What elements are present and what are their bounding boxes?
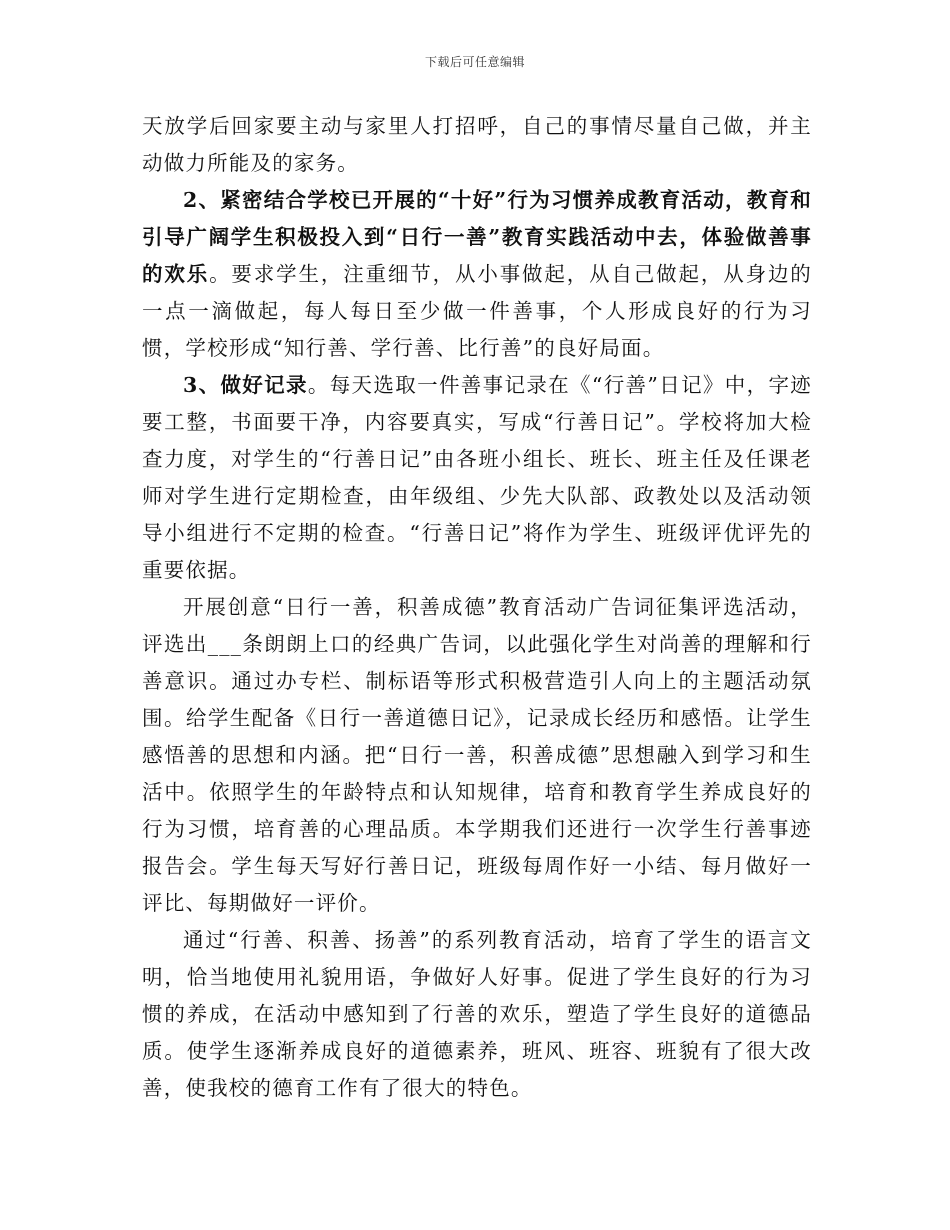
paragraph-3 xyxy=(142,367,812,589)
page-header: 下载后可任意编辑 xyxy=(424,55,525,69)
paragraph-3-text: 。每天选取一件善事记录在《“行善”日记》中，字迹要工整，书面要干净，内容要真实，写成“行善日记”。学校将加大检查力度，对学生的“行善日记”由各班小组长、班长、班主任及任课老师对学生进行定期检查，由年级组、少先大队部、政教处以及活动领导小组进行不定期的检查。“行善日记”将作为学生、班级评优评先的重要依据。 xyxy=(142,373,813,582)
paragraph-1-text: 天放学后回家要主动与家里人打招呼，自己的事情尽量自己做，并主动做力所能及的家务。 xyxy=(142,114,812,175)
paragraph-2 xyxy=(142,182,812,367)
paragraph-2-text: 。要求学生，注重细节，从小事做起，从自己做起，从身边的一点一滴做起，每人每日至少做一件善事，个人形成良好的行为习惯，学校形成“知行善、学行善、比行善”的良好局面。 xyxy=(142,262,812,360)
document-body xyxy=(142,108,812,1107)
paragraph-2-lead: 2、紧密结合学校已开展的“十好”行为习惯养成教育活动，教育和引导广阔学生积极投入到“日行一善”教育实践活动中去，体验做善事的欢乐 xyxy=(142,188,812,286)
paragraph-4-text: 开展创意“日行一善，积善成德”教育活动广告词征集评选活动，评选出___条朗朗上口的经典广告词，以此强化学生对尚善的理解和行善意识。通过办专栏、制标语等形式积极营造引人向上的主题活动氛围。给学生配备《日行一善道德日记》，记录成长经历和感悟。让学生感悟善的思想和内涵。把“日行一善，积善成德”思想融入到学习和生活中。依照学生的年龄特点和认知规律，培育和教育学生养成良好的行为习惯，培育善的心理品质。本学期我们还进行一次学生行善事迹报告会。学生每天写好行善日记，班级每周作好一小结、每月做好一评比、每期做好一评价。 xyxy=(142,595,812,915)
paragraph-3-lead: 3、做好记录 xyxy=(183,373,308,397)
paragraph-1-continuation xyxy=(142,108,812,182)
paragraph-5-text: 通过“行善、积善、扬善”的系列教育活动，培育了学生的语言文明，恰当地使用礼貌用语，争做好人好事。促进了学生良好的行为习惯的养成，在活动中感知到了行善的欢乐，塑造了学生良好的道德品质。使学生逐渐养成良好的道德素养，班风、班容、班貌有了很大改善，使我校的德育工作有了很大的特色。 xyxy=(142,928,812,1100)
paragraph-5 xyxy=(142,922,812,1107)
paragraph-4 xyxy=(142,589,812,922)
